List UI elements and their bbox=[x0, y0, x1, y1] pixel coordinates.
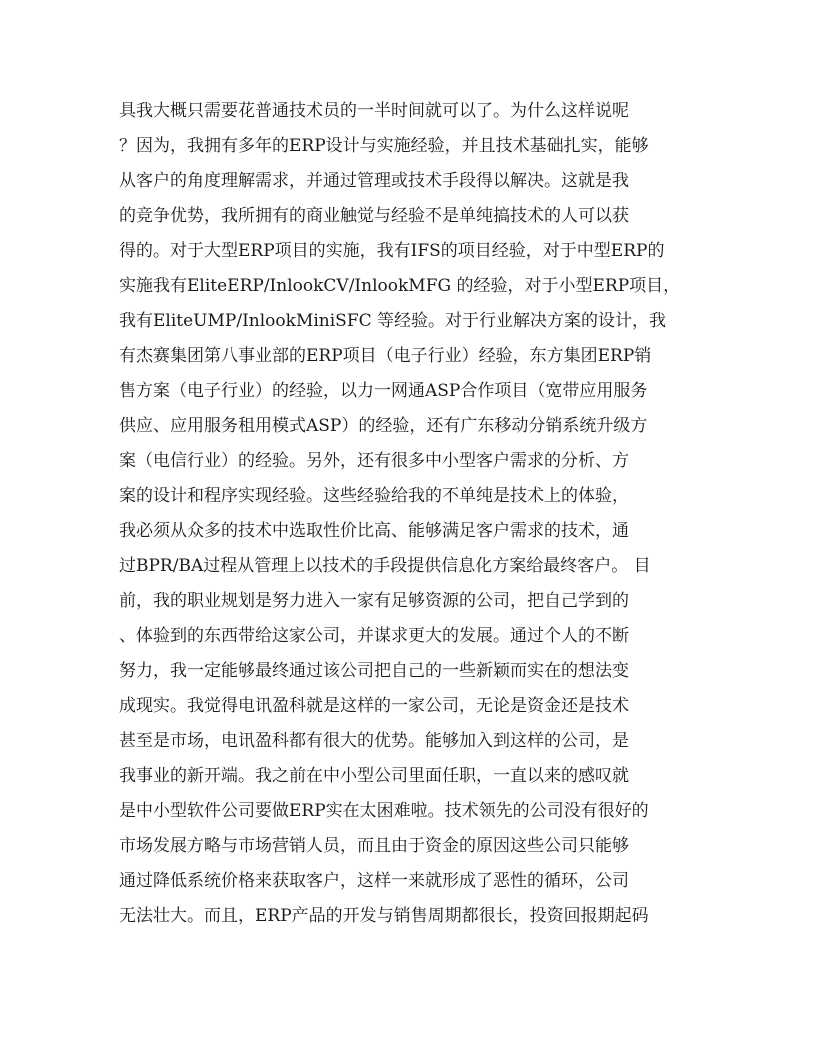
text-line: 售方案（电子行业）的经验，以力一网通ASP合作项目（宽带应用服务 bbox=[119, 381, 648, 401]
text-line: 供应、应用服务租用模式ASP）的经验，还有广东移动分销系统升级方 bbox=[119, 416, 648, 436]
text-line: 通过降低系统价格来获取客户，这样一来就形成了恶性的循环，公司 bbox=[119, 871, 629, 891]
text-line: 我必须从众多的技术中选取性价比高、能够满足客户需求的技术，通 bbox=[119, 521, 629, 541]
text-line: 的竞争优势，我所拥有的商业触觉与经验不是单纯搞技术的人可以获 bbox=[119, 206, 629, 226]
text-line: 甚至是市场，电讯盈科都有很大的优势。能够加入到这样的公司，是 bbox=[119, 731, 629, 751]
text-line: 无法壮大。而且，ERP产品的开发与销售周期都很长，投资回报期起码 bbox=[119, 906, 649, 926]
text-line: 过BPR/BA过程从管理上以技术的手段提供信息化方案给最终客户。 目 bbox=[119, 556, 651, 576]
text-line: 努力，我一定能够最终通过该公司把自己的一些新颖而实在的想法变 bbox=[119, 661, 629, 681]
body-text bbox=[119, 94, 699, 934]
text-line: 前，我的职业规划是努力进入一家有足够资源的公司，把自己学到的 bbox=[119, 591, 629, 611]
text-line: 具我大概只需要花普通技术员的一半时间就可以了。为什么这样说呢 bbox=[119, 101, 629, 121]
text-line: 案（电信行业）的经验。另外，还有很多中小型客户需求的分析、方 bbox=[119, 451, 629, 471]
text-line: 有杰赛集团第八事业部的ERP项目（电子行业）经验，东方集团ERP销 bbox=[119, 346, 652, 366]
text-line: 案的设计和程序实现经验。这些经验给我的不单纯是技术上的体验， bbox=[119, 486, 629, 506]
text-line: 得的。对于大型ERP项目的实施，我有IFS的项目经验，对于中型ERP的 bbox=[119, 241, 665, 261]
text-line: 、体验到的东西带给这家公司，并谋求更大的发展。通过个人的不断 bbox=[119, 626, 629, 646]
text-line: 是中小型软件公司要做ERP实在太困难啦。技术领先的公司没有很好的 bbox=[119, 801, 649, 821]
text-line: 我有EliteUMP/InlookMiniSFC 等经验。对于行业解决方案的设计，我 bbox=[119, 311, 667, 331]
text-line: 实施我有EliteERP/InlookCV/InlookMFG 的经验，对于小型ERP项目， bbox=[119, 276, 681, 296]
text-line: ？因为，我拥有多年的ERP设计与实施经验，并且技术基础扎实，能够 bbox=[119, 136, 649, 156]
text-line: 我事业的新开端。我之前在中小型公司里面任职，一直以来的感叹就 bbox=[119, 766, 629, 786]
text-line: 成现实。我觉得电讯盈科就是这样的一家公司，无论是资金还是技术 bbox=[119, 696, 629, 716]
text-line: 市场发展方略与市场营销人员，而且由于资金的原因这些公司只能够 bbox=[119, 836, 629, 856]
text-line: 从客户的角度理解需求，并通过管理或技术手段得以解决。这就是我 bbox=[119, 171, 629, 191]
